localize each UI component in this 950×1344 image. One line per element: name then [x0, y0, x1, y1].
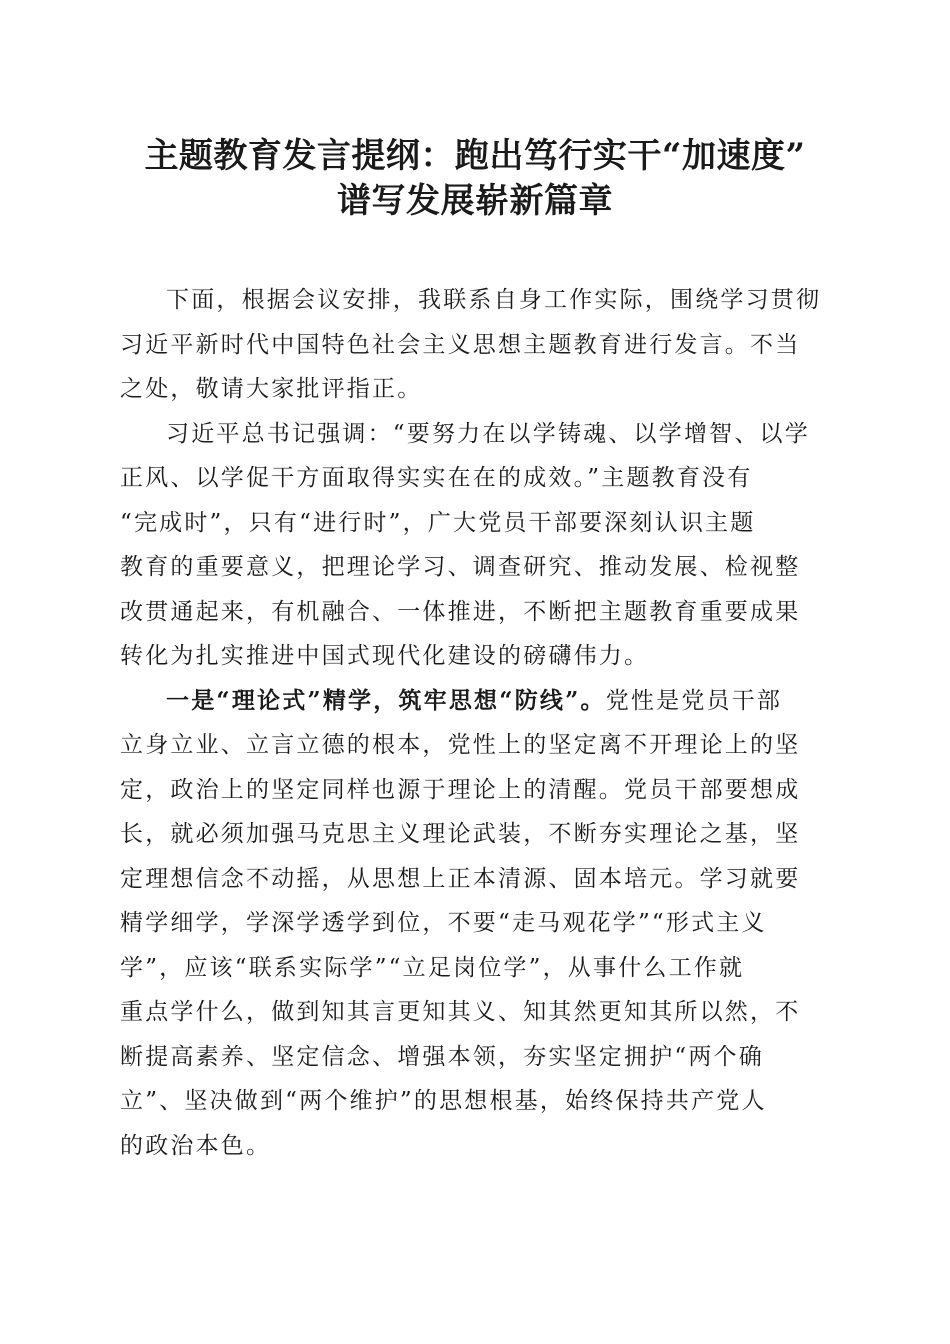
paragraph-line: 立身立业、立言立德的根本，党性上的坚定离不开理论上的坚: [120, 732, 801, 758]
paragraph-line: 的政治本色。: [120, 1132, 272, 1159]
paragraph-line: 改贯通起来，有机融合、一体推进，不断把主题教育重要成果: [120, 598, 801, 625]
paragraph-line: 正风、以学促干方面取得实实在在的成效。”主题教育没有: [120, 465, 753, 491]
paragraph-line: 下面，根据会议安排，我联系自身工作实际，围绕学习贯彻: [166, 287, 822, 313]
paragraph-line: 定理想信念不动摇，从思想上正本清源、固本培元。学习就要: [120, 865, 801, 892]
paragraph-line: 学”，应该“联系实际学”“立足岗位学”，从事什么工作就: [120, 954, 745, 981]
paragraph-point-one: [120, 679, 830, 1169]
paragraph-line: 转化为扎实推进中国式现代化建设的磅礴伟力。: [120, 643, 650, 669]
paragraph-line: 断提高素养、坚定信念、增强本领，夯实坚定拥护“两个确: [120, 1043, 764, 1070]
document-title: [100, 134, 850, 224]
paragraph-line: 之处，敬请大家批评指正。: [120, 376, 423, 402]
paragraph-line: 定，政治上的坚定同样也源于理论上的清醒。党员干部要想成: [120, 776, 801, 803]
point-text: 党性是党员干部: [605, 687, 783, 714]
paragraph-line: 重点学什么，做到知其言更知其义、知其然更知其所以然，不: [120, 999, 801, 1025]
paragraph-line: 教育的重要意义，把理论学习、调查研究、推动发展、检视整: [120, 554, 801, 580]
paragraph-line: 精学细学，学深学透学到位，不要“走马观花学”“形式主义: [120, 910, 767, 936]
paragraph-line: 习近平总书记强调：“要努力在以学铸魂、以学增智、以学: [166, 420, 810, 447]
point-heading: 一是“理论式”精学，筑牢思想“防线”。: [166, 686, 606, 714]
paragraph-line: [120, 679, 830, 724]
paragraph-line: 长，就必须加强马克思主义理论武装，不断夯实理论之基，坚: [120, 821, 801, 847]
paragraph-line: 立”、坚决做到“两个维护”的思想根基，始终保持共产党人: [120, 1088, 767, 1114]
paragraph-line: 习近平新时代中国特色社会主义思想主题教育进行发言。不当: [120, 331, 801, 358]
paragraph-quote: [120, 412, 830, 679]
title-line-2: 谱写发展崭新篇章: [337, 181, 613, 221]
paragraph-intro: [120, 278, 830, 412]
paragraph-line: “完成时”，只有“进行时”，广大党员干部要深刻认识主题: [120, 509, 756, 536]
title-line-1: 主题教育发言提纲：跑出笃行实干“加速度”: [144, 136, 806, 176]
document-body: [120, 278, 830, 1168]
